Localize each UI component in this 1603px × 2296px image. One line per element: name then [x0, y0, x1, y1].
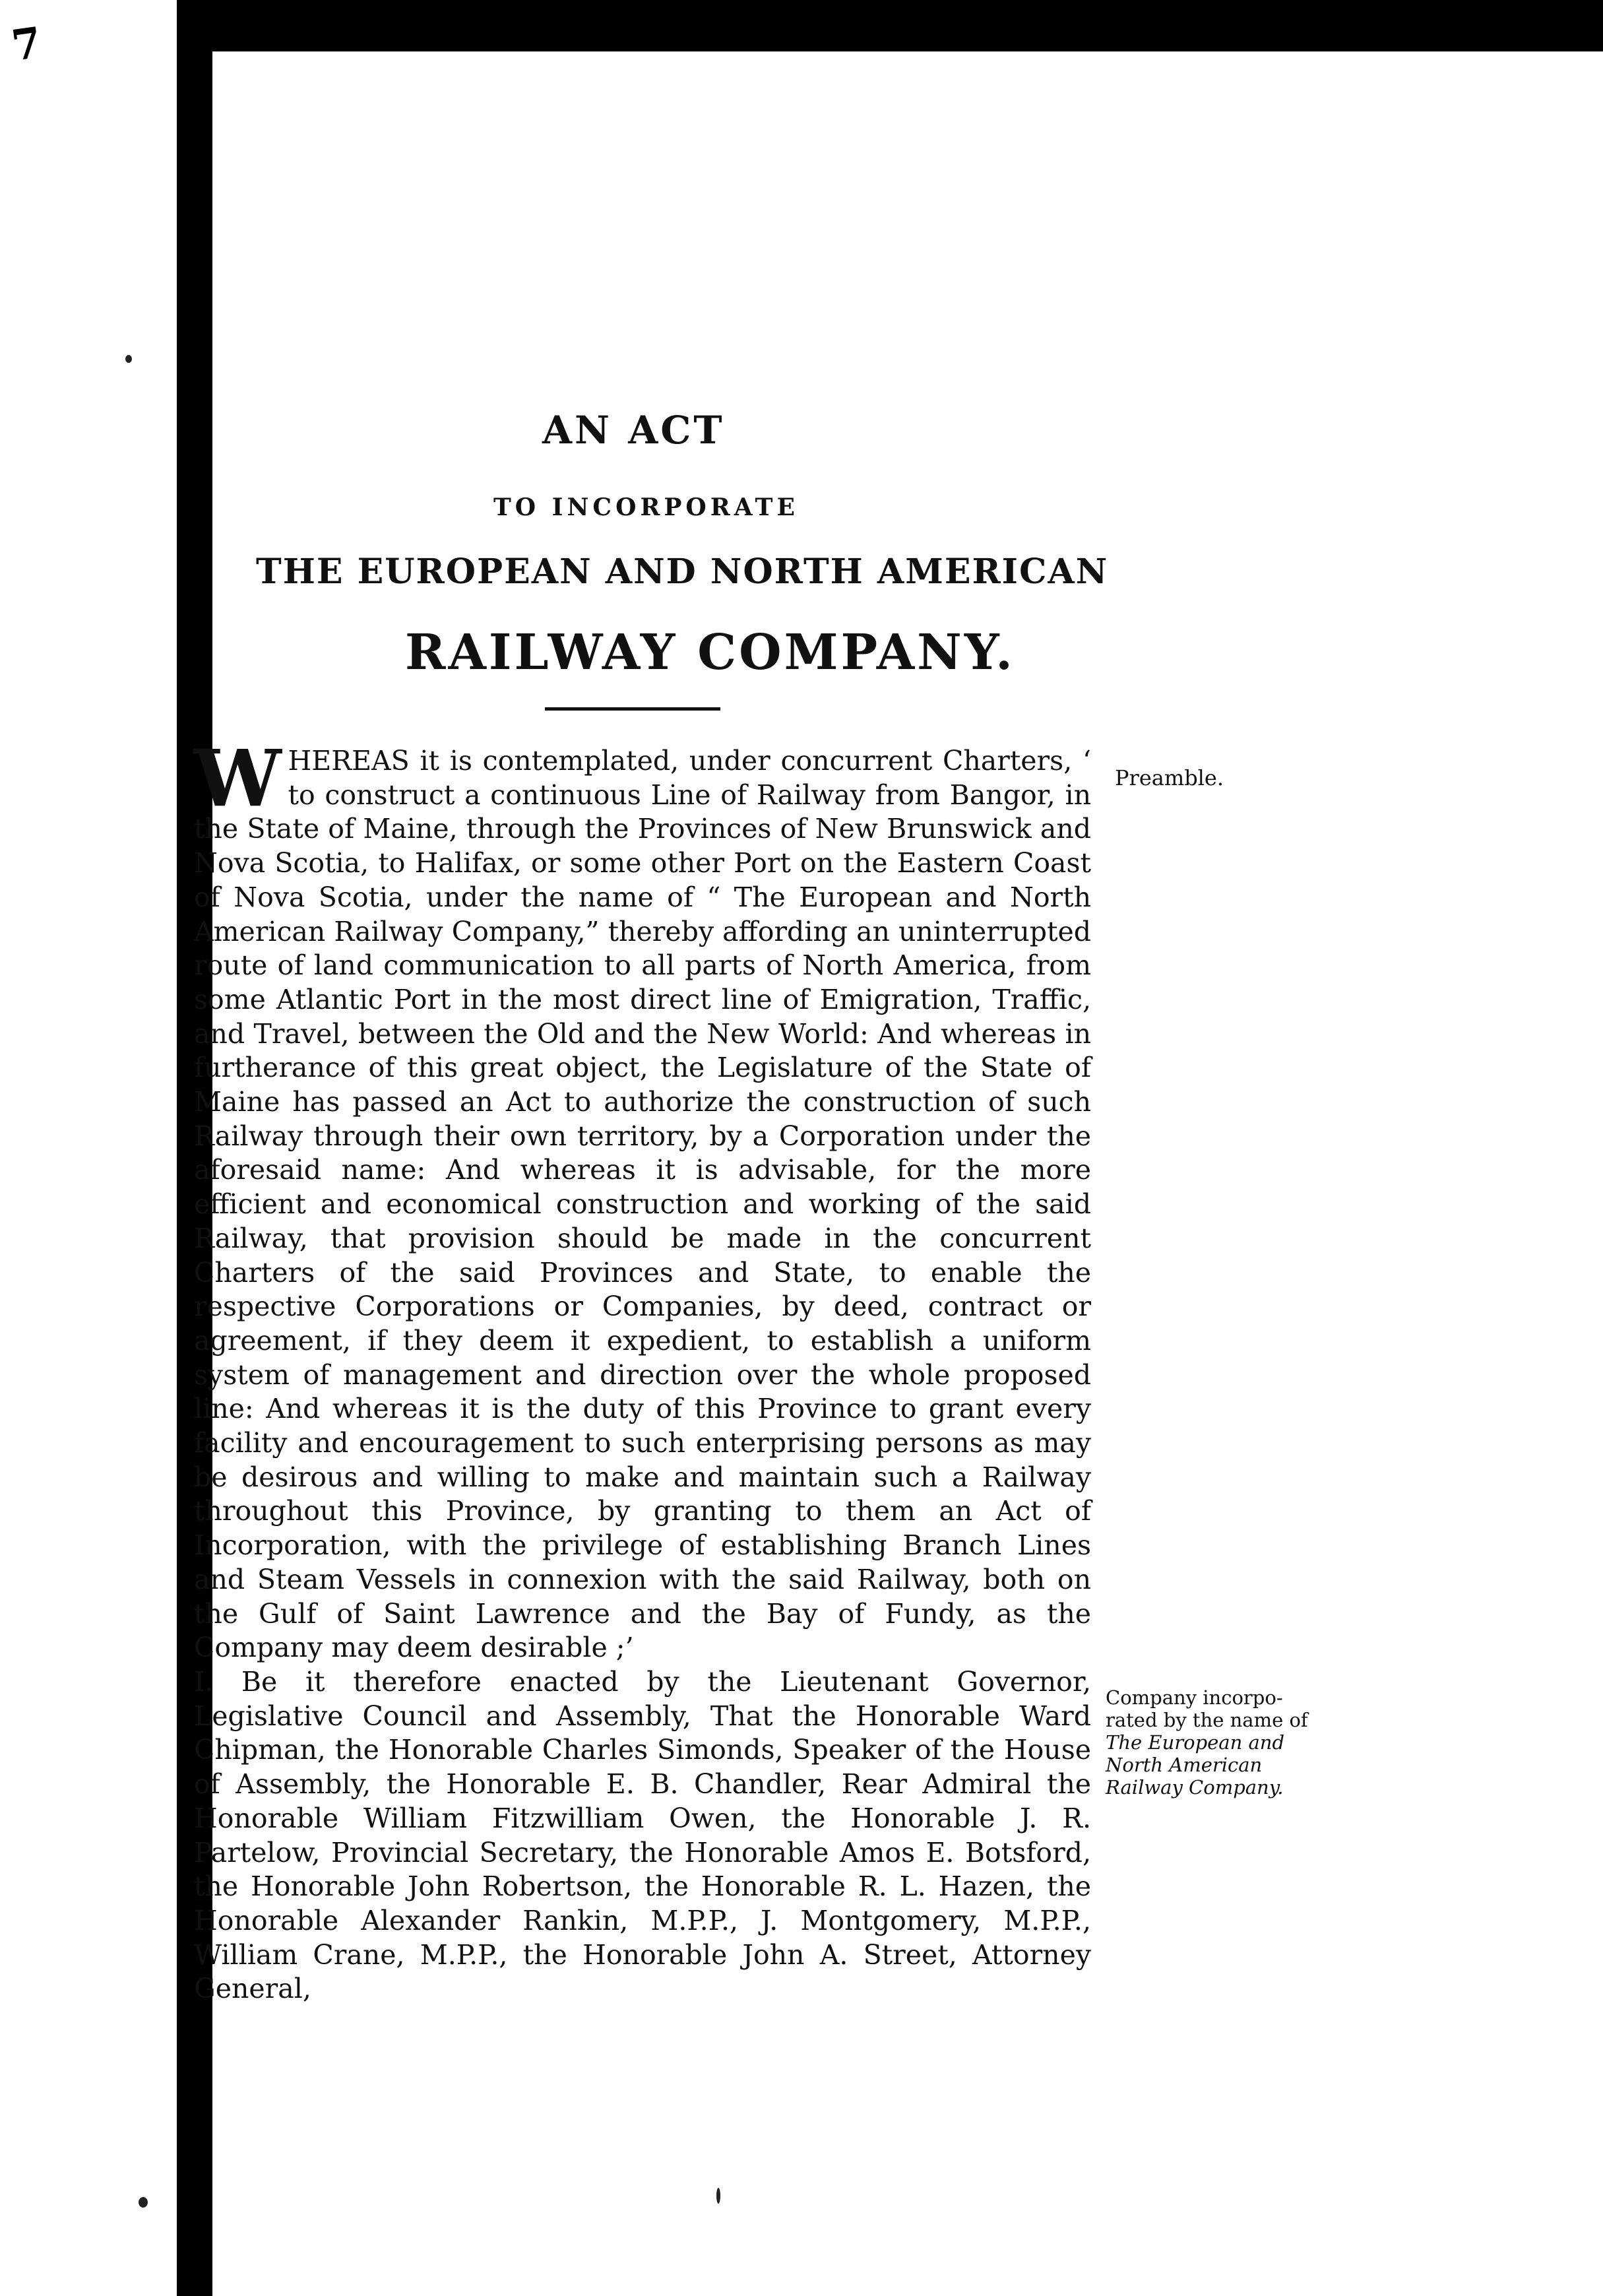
margin-note-company [1106, 1686, 1323, 1799]
title-railway-company: RAILWAY COMPANY. [405, 624, 1015, 681]
margin-note-line: Railway Company. [1106, 1776, 1284, 1799]
margin-note-line: The European and [1106, 1731, 1285, 1754]
margin-note-line: North American [1106, 1754, 1263, 1776]
corner-mark: 7 [8, 18, 45, 71]
title-company-name: THE EUROPEAN AND NORTH AMERICAN [256, 552, 1109, 592]
margin-note-line: Company incorpo- [1106, 1686, 1283, 1709]
act-body-text [194, 732, 1091, 2006]
margin-note-line: rated by the name of [1106, 1709, 1308, 1731]
section-1-paragraph: I. Be it therefore enacted by the Lieutenant Governor, Legislative Council and Assembly, That the Honorable Ward Chipman, the Honorable Charles Simonds, Speaker of the House of Assembly, the Honorable E. B. Chandler, Rear Admiral the Honorable William Fitzwilliam Owen, the Honorable J. R. Partelow, Provincial Secretary, the Honorable Amos E. Botsford, the Honorable John Robertson, the Honorable R. L. Hazen, the Honorable Alexander Rankin, M.P.P., J. Montgomery, M.P.P., William Crane, M.P.P., the Honorable John A. Street, Attorney General, [194, 1665, 1091, 2005]
preamble-paragraph [194, 732, 1091, 1665]
scan-speck [716, 2188, 720, 2204]
dropcap-letter: W [194, 732, 282, 824]
scan-speck [139, 2197, 148, 2208]
title-rule-divider [545, 707, 720, 711]
title-an-act: AN ACT [542, 408, 725, 453]
margin-note-preamble: Preamble. [1115, 765, 1224, 790]
title-to-incorporate: TO INCORPORATE [493, 494, 799, 521]
preamble-text: HEREAS it is contemplated, under concurrent Charters, ‘ to construct a continuous Line of Railway from Bangor, in the State of Maine, through the Provinces of New Brunswick and Nova Scotia, to Halifax, or some other Port on the Eastern Coast of Nova Scotia, under the name of “ The European and North American Railway Company,” thereby affording an uninterrupted route of land communication to all parts of North America, from some Atlantic Port in the most direct line of Emigration, Traffic, and Travel, between the Old and the New World: And whereas in furtherance of this great object, the Legislature of the State of Maine has passed an Act to authorize the construction of such Railway through their own territory, by a Corporation under the aforesaid name: And whereas it is advisable, for the more efficient and economical construction and working of the said Railway, that provision should be made in the concurrent Charters of the said Provinces and State, to enable the respective Corporations or Companies, by deed, contract or agreement, if they deem it expedient, to establish a uniform system of management and direction over the whole proposed line: And whereas it is the duty of this Province to grant every facility and encouragement to such enterprising persons as may be desirous and willing to make and maintain such a Railway throughout this Province, by granting to them an Act of Incorporation, with the privilege of establishing Branch Lines and Steam Vessels in connexion with the said Railway, both on the Gulf of Saint Lawrence and the Bay of Fundy, as the Company may deem desirable ;’ [194, 745, 1091, 1664]
scan-speck [125, 355, 132, 363]
facing-page-edge [0, 0, 177, 2296]
